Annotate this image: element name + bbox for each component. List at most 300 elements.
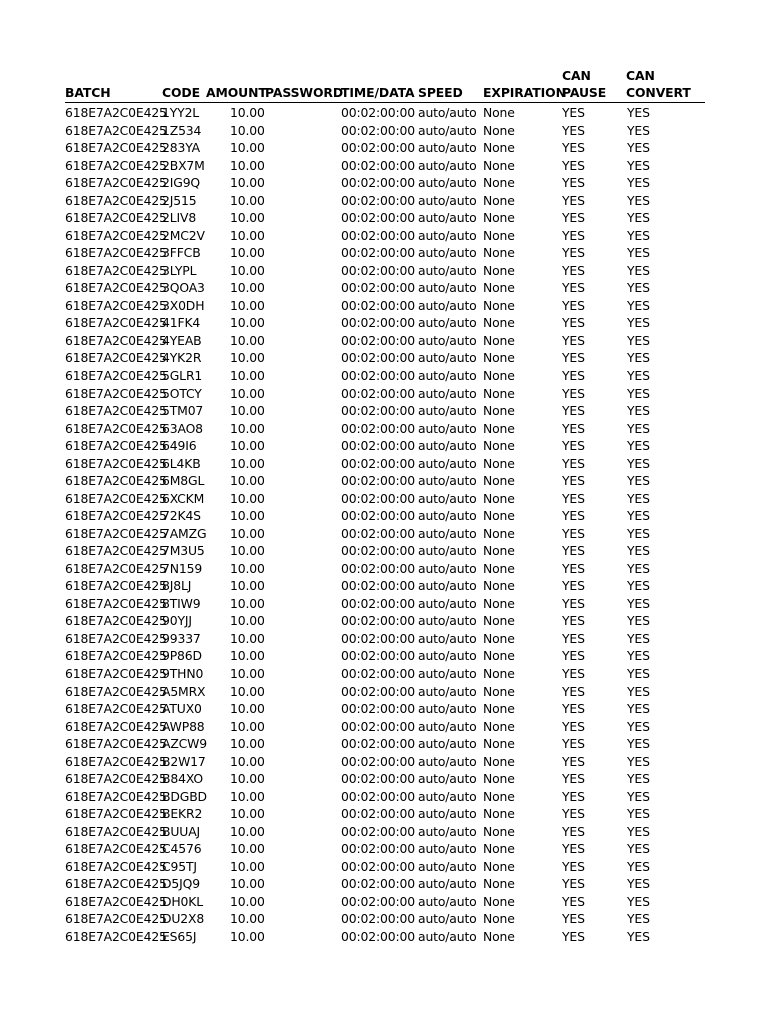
cell-time-data: 00:02:00:00: [341, 455, 415, 471]
cell-time-data: 00:02:00:00: [341, 350, 415, 366]
cell-can-convert: YES: [627, 403, 650, 419]
cell-can-convert: YES: [627, 753, 650, 769]
cell-speed: auto/auto: [418, 753, 477, 769]
cell-can-pause: YES: [562, 543, 585, 559]
cell-amount: 10.00: [230, 227, 265, 243]
cell-batch: 618E7A2C0E425: [65, 175, 167, 191]
cell-can-pause: YES: [562, 911, 585, 927]
cell-can-pause: YES: [562, 157, 585, 173]
cell-time-data: 00:02:00:00: [341, 823, 415, 839]
cell-amount: 10.00: [230, 648, 265, 664]
cell-batch: 618E7A2C0E425: [65, 315, 167, 331]
cell-speed: auto/auto: [418, 122, 477, 138]
table-row: [65, 699, 705, 717]
cell-amount: 10.00: [230, 753, 265, 769]
table-row: [65, 419, 705, 437]
cell-code: 4YEAB: [162, 332, 202, 348]
cell-speed: auto/auto: [418, 876, 477, 892]
table-row: [65, 138, 705, 156]
cell-amount: 10.00: [230, 473, 265, 489]
cell-time-data: 00:02:00:00: [341, 175, 415, 191]
cell-time-data: 00:02:00:00: [341, 630, 415, 646]
cell-can-pause: YES: [562, 122, 585, 138]
cell-batch: 618E7A2C0E425: [65, 420, 167, 436]
cell-amount: 10.00: [230, 806, 265, 822]
cell-can-convert: YES: [627, 105, 650, 120]
cell-speed: auto/auto: [418, 560, 477, 576]
cell-expiration: None: [483, 543, 515, 559]
table-row: [65, 156, 705, 174]
cell-time-data: 00:02:00:00: [341, 438, 415, 454]
cell-amount: 10.00: [230, 438, 265, 454]
cell-can-convert: YES: [627, 227, 650, 243]
cell-batch: 618E7A2C0E425: [65, 578, 167, 594]
cell-time-data: 00:02:00:00: [341, 227, 415, 243]
cell-can-pause: YES: [562, 718, 585, 734]
cell-batch: 618E7A2C0E425: [65, 928, 167, 944]
cell-code: 9P86D: [162, 648, 202, 664]
cell-code: DU2X8: [162, 911, 205, 927]
cell-code: 2IG9Q: [162, 175, 201, 191]
cell-speed: auto/auto: [418, 420, 477, 436]
cell-amount: 10.00: [230, 595, 265, 611]
cell-expiration: None: [483, 876, 515, 892]
table-row: [65, 384, 705, 402]
table-row: [65, 804, 705, 822]
cell-batch: 618E7A2C0E425: [65, 560, 167, 576]
table-row: [65, 524, 705, 542]
cell-can-pause: YES: [562, 105, 585, 120]
cell-batch: 618E7A2C0E425: [65, 841, 167, 857]
table-row: [65, 454, 705, 472]
cell-speed: auto/auto: [418, 543, 477, 559]
cell-speed: auto/auto: [418, 508, 477, 524]
cell-speed: auto/auto: [418, 630, 477, 646]
cell-batch: 618E7A2C0E425: [65, 666, 167, 681]
cell-code: 6XCKM: [162, 490, 205, 506]
cell-expiration: None: [483, 736, 515, 752]
cell-expiration: None: [483, 245, 515, 261]
table-row: [65, 576, 705, 594]
cell-expiration: None: [483, 140, 515, 156]
table-row: [65, 874, 705, 892]
cell-amount: 10.00: [230, 490, 265, 506]
cell-batch: 618E7A2C0E425: [65, 490, 167, 506]
cell-code: ATUX0: [162, 701, 202, 717]
cell-can-pause: YES: [562, 683, 585, 699]
cell-speed: auto/auto: [418, 227, 477, 243]
cell-speed: auto/auto: [418, 771, 477, 787]
cell-can-convert: YES: [627, 683, 650, 699]
cell-batch: 618E7A2C0E425: [65, 473, 167, 489]
cell-code: AWP88: [162, 718, 205, 734]
cell-can-pause: YES: [562, 701, 585, 717]
table-row: [65, 366, 705, 384]
cell-expiration: None: [483, 560, 515, 576]
cell-can-convert: YES: [627, 438, 650, 454]
cell-speed: auto/auto: [418, 157, 477, 173]
table-row: [65, 629, 705, 647]
cell-amount: 10.00: [230, 630, 265, 646]
cell-batch: 618E7A2C0E425: [65, 613, 167, 629]
cell-can-pause: YES: [562, 578, 585, 594]
cell-amount: 10.00: [230, 420, 265, 436]
header-code: CODE: [162, 84, 200, 100]
cell-amount: 10.00: [230, 911, 265, 927]
cell-code: 5GLR1: [162, 367, 203, 383]
table-row: [65, 752, 705, 770]
cell-can-pause: YES: [562, 297, 585, 313]
cell-batch: 618E7A2C0E425: [65, 683, 167, 699]
cell-expiration: None: [483, 420, 515, 436]
cell-expiration: None: [483, 227, 515, 243]
cell-can-convert: YES: [627, 648, 650, 664]
cell-can-pause: YES: [562, 473, 585, 489]
cell-can-convert: YES: [627, 560, 650, 576]
table-row: [65, 734, 705, 752]
cell-can-convert: YES: [627, 525, 650, 541]
cell-amount: 10.00: [230, 560, 265, 576]
table-row: [65, 909, 705, 927]
cell-expiration: None: [483, 788, 515, 804]
cell-time-data: 00:02:00:00: [341, 332, 415, 348]
cell-code: DH0KL: [162, 893, 204, 909]
cell-can-convert: YES: [627, 157, 650, 173]
cell-expiration: None: [483, 666, 515, 681]
header-can-pause-line1: CAN: [562, 68, 591, 83]
cell-amount: 10.00: [230, 841, 265, 857]
cell-speed: auto/auto: [418, 595, 477, 611]
cell-expiration: None: [483, 315, 515, 331]
cell-amount: 10.00: [230, 666, 265, 681]
header-amount: AMOUNT: [206, 84, 267, 100]
cell-can-convert: YES: [627, 210, 650, 226]
header-can-convert: [626, 68, 691, 101]
cell-can-pause: YES: [562, 753, 585, 769]
cell-time-data: 00:02:00:00: [341, 385, 415, 401]
cell-code: 9THN0: [162, 666, 204, 681]
cell-batch: 618E7A2C0E425: [65, 297, 167, 313]
cell-can-pause: YES: [562, 403, 585, 419]
cell-can-pause: YES: [562, 666, 585, 681]
cell-expiration: None: [483, 630, 515, 646]
cell-can-pause: YES: [562, 438, 585, 454]
cell-expiration: None: [483, 332, 515, 348]
cell-amount: 10.00: [230, 771, 265, 787]
cell-amount: 10.00: [230, 823, 265, 839]
cell-batch: 618E7A2C0E425: [65, 350, 167, 366]
table-body: [65, 103, 705, 945]
cell-expiration: None: [483, 175, 515, 191]
cell-can-convert: YES: [627, 630, 650, 646]
cell-can-pause: YES: [562, 175, 585, 191]
cell-can-convert: YES: [627, 455, 650, 471]
cell-batch: 618E7A2C0E425: [65, 911, 167, 927]
cell-batch: 618E7A2C0E425: [65, 122, 167, 138]
cell-can-pause: YES: [562, 420, 585, 436]
table-row: [65, 857, 705, 875]
cell-can-pause: YES: [562, 893, 585, 909]
cell-can-convert: YES: [627, 858, 650, 874]
cell-can-convert: YES: [627, 315, 650, 331]
cell-expiration: None: [483, 508, 515, 524]
table-row: [65, 822, 705, 840]
cell-code: 5TM07: [162, 403, 204, 419]
table-row: [65, 682, 705, 700]
cell-can-pause: YES: [562, 227, 585, 243]
cell-amount: 10.00: [230, 613, 265, 629]
cell-can-convert: YES: [627, 578, 650, 594]
cell-can-convert: YES: [627, 841, 650, 857]
cell-expiration: None: [483, 595, 515, 611]
cell-batch: 618E7A2C0E425: [65, 771, 167, 787]
cell-batch: 618E7A2C0E425: [65, 455, 167, 471]
cell-batch: 618E7A2C0E425: [65, 858, 167, 874]
cell-can-pause: YES: [562, 648, 585, 664]
cell-amount: 10.00: [230, 455, 265, 471]
table-row: [65, 559, 705, 577]
cell-speed: auto/auto: [418, 823, 477, 839]
cell-batch: 618E7A2C0E425: [65, 595, 167, 611]
cell-time-data: 00:02:00:00: [341, 858, 415, 874]
cell-batch: 618E7A2C0E425: [65, 192, 167, 208]
cell-time-data: 00:02:00:00: [341, 122, 415, 138]
cell-expiration: None: [483, 718, 515, 734]
cell-code: 2MC2V: [162, 227, 205, 243]
cell-amount: 10.00: [230, 192, 265, 208]
cell-time-data: 00:02:00:00: [341, 701, 415, 717]
cell-code: 63AO8: [162, 420, 203, 436]
cell-code: 2J515: [162, 192, 197, 208]
cell-can-pause: YES: [562, 455, 585, 471]
cell-can-pause: YES: [562, 560, 585, 576]
cell-can-convert: YES: [627, 893, 650, 909]
cell-time-data: 00:02:00:00: [341, 473, 415, 489]
table-row: [65, 226, 705, 244]
cell-batch: 618E7A2C0E425: [65, 753, 167, 769]
cell-amount: 10.00: [230, 893, 265, 909]
table-row: [65, 787, 705, 805]
cell-expiration: None: [483, 262, 515, 278]
cell-can-convert: YES: [627, 140, 650, 156]
cell-amount: 10.00: [230, 245, 265, 261]
cell-speed: auto/auto: [418, 683, 477, 699]
cell-batch: 618E7A2C0E425: [65, 227, 167, 243]
cell-code: 8J8LJ: [162, 578, 192, 594]
cell-time-data: 00:02:00:00: [341, 262, 415, 278]
cell-code: 4YK2R: [162, 350, 202, 366]
table-row: [65, 664, 705, 682]
cell-expiration: None: [483, 403, 515, 419]
cell-can-convert: YES: [627, 297, 650, 313]
cell-can-pause: YES: [562, 192, 585, 208]
cell-code: 72K4S: [162, 508, 201, 524]
cell-code: 3X0DH: [162, 297, 205, 313]
cell-code: 7AMZG: [162, 525, 207, 541]
cell-can-convert: YES: [627, 385, 650, 401]
cell-expiration: None: [483, 613, 515, 629]
cell-time-data: 00:02:00:00: [341, 420, 415, 436]
cell-expiration: None: [483, 806, 515, 822]
cell-can-convert: YES: [627, 420, 650, 436]
cell-speed: auto/auto: [418, 666, 477, 681]
cell-time-data: 00:02:00:00: [341, 525, 415, 541]
cell-expiration: None: [483, 367, 515, 383]
header-password: PASSWORD: [265, 84, 344, 100]
cell-code: B2W17: [162, 753, 206, 769]
cell-can-convert: YES: [627, 718, 650, 734]
table-row: [65, 892, 705, 910]
cell-code: 7M3U5: [162, 543, 205, 559]
cell-expiration: None: [483, 858, 515, 874]
cell-expiration: None: [483, 438, 515, 454]
cell-code: BDGBD: [162, 788, 207, 804]
cell-code: BUUAJ: [162, 823, 201, 839]
cell-speed: auto/auto: [418, 473, 477, 489]
cell-amount: 10.00: [230, 105, 265, 120]
cell-speed: auto/auto: [418, 928, 477, 944]
cell-can-convert: YES: [627, 911, 650, 927]
cell-time-data: 00:02:00:00: [341, 788, 415, 804]
cell-can-convert: YES: [627, 245, 650, 261]
cell-speed: auto/auto: [418, 315, 477, 331]
cell-code: 1YY2L: [162, 105, 200, 120]
cell-code: 2LIV8: [162, 210, 197, 226]
cell-speed: auto/auto: [418, 736, 477, 752]
cell-code: 5OTCY: [162, 385, 202, 401]
cell-can-pause: YES: [562, 841, 585, 857]
cell-can-convert: YES: [627, 332, 650, 348]
cell-can-convert: YES: [627, 613, 650, 629]
cell-time-data: 00:02:00:00: [341, 245, 415, 261]
cell-speed: auto/auto: [418, 280, 477, 296]
cell-can-pause: YES: [562, 928, 585, 944]
cell-expiration: None: [483, 525, 515, 541]
cell-can-pause: YES: [562, 823, 585, 839]
table-row: [65, 471, 705, 489]
cell-speed: auto/auto: [418, 210, 477, 226]
cell-speed: auto/auto: [418, 140, 477, 156]
cell-expiration: None: [483, 648, 515, 664]
table-row: [65, 208, 705, 226]
table-row: [65, 348, 705, 366]
cell-can-pause: YES: [562, 630, 585, 646]
cell-can-pause: YES: [562, 508, 585, 524]
cell-can-convert: YES: [627, 367, 650, 383]
cell-amount: 10.00: [230, 157, 265, 173]
cell-can-convert: YES: [627, 788, 650, 804]
cell-time-data: 00:02:00:00: [341, 280, 415, 296]
cell-batch: 618E7A2C0E425: [65, 105, 167, 120]
cell-code: 3LYPL: [162, 262, 197, 278]
cell-expiration: None: [483, 350, 515, 366]
cell-amount: 10.00: [230, 315, 265, 331]
cell-batch: 618E7A2C0E425: [65, 823, 167, 839]
cell-batch: 618E7A2C0E425: [65, 525, 167, 541]
cell-can-pause: YES: [562, 280, 585, 296]
cell-speed: auto/auto: [418, 262, 477, 278]
cell-code: A5MRX: [162, 683, 206, 699]
cell-speed: auto/auto: [418, 893, 477, 909]
cell-batch: 618E7A2C0E425: [65, 140, 167, 156]
cell-speed: auto/auto: [418, 403, 477, 419]
cell-can-convert: YES: [627, 192, 650, 208]
cell-can-pause: YES: [562, 350, 585, 366]
table-row: [65, 839, 705, 857]
cell-time-data: 00:02:00:00: [341, 367, 415, 383]
voucher-table: [65, 68, 705, 945]
header-can-pause-line2: PAUSE: [562, 84, 607, 100]
cell-amount: 10.00: [230, 736, 265, 752]
table-row: [65, 278, 705, 296]
cell-can-pause: YES: [562, 332, 585, 348]
cell-expiration: None: [483, 701, 515, 717]
cell-can-pause: YES: [562, 245, 585, 261]
cell-amount: 10.00: [230, 385, 265, 401]
cell-code: 7N159: [162, 560, 203, 576]
cell-amount: 10.00: [230, 210, 265, 226]
table-row: [65, 103, 705, 121]
cell-time-data: 00:02:00:00: [341, 613, 415, 629]
table-header: [65, 68, 705, 103]
cell-amount: 10.00: [230, 280, 265, 296]
cell-amount: 10.00: [230, 928, 265, 944]
cell-can-convert: YES: [627, 473, 650, 489]
cell-amount: 10.00: [230, 262, 265, 278]
cell-time-data: 00:02:00:00: [341, 911, 415, 927]
cell-code: BEKR2: [162, 806, 203, 822]
cell-expiration: None: [483, 210, 515, 226]
table-row: [65, 173, 705, 191]
cell-speed: auto/auto: [418, 438, 477, 454]
cell-code: 3QOA3: [162, 280, 205, 296]
cell-can-pause: YES: [562, 525, 585, 541]
cell-can-convert: YES: [627, 262, 650, 278]
cell-time-data: 00:02:00:00: [341, 210, 415, 226]
cell-amount: 10.00: [230, 122, 265, 138]
cell-amount: 10.00: [230, 508, 265, 524]
cell-batch: 618E7A2C0E425: [65, 718, 167, 734]
cell-expiration: None: [483, 122, 515, 138]
cell-can-convert: YES: [627, 771, 650, 787]
cell-can-pause: YES: [562, 595, 585, 611]
table-row: [65, 331, 705, 349]
cell-code: B84XO: [162, 771, 203, 787]
cell-can-convert: YES: [627, 806, 650, 822]
cell-expiration: None: [483, 928, 515, 944]
cell-time-data: 00:02:00:00: [341, 666, 415, 681]
table-row: [65, 191, 705, 209]
cell-batch: 618E7A2C0E425: [65, 630, 167, 646]
cell-code: 41FK4: [162, 315, 201, 331]
cell-time-data: 00:02:00:00: [341, 718, 415, 734]
cell-time-data: 00:02:00:00: [341, 595, 415, 611]
table-row: [65, 611, 705, 629]
cell-batch: 618E7A2C0E425: [65, 403, 167, 419]
table-row: [65, 243, 705, 261]
cell-code: AZCW9: [162, 736, 208, 752]
table-row: [65, 594, 705, 612]
cell-batch: 618E7A2C0E425: [65, 332, 167, 348]
cell-batch: 618E7A2C0E425: [65, 262, 167, 278]
cell-can-pause: YES: [562, 262, 585, 278]
cell-batch: 618E7A2C0E425: [65, 210, 167, 226]
cell-can-pause: YES: [562, 385, 585, 401]
header-expiration: EXPIRATION: [483, 84, 566, 100]
cell-time-data: 00:02:00:00: [341, 753, 415, 769]
cell-expiration: None: [483, 753, 515, 769]
cell-can-convert: YES: [627, 595, 650, 611]
